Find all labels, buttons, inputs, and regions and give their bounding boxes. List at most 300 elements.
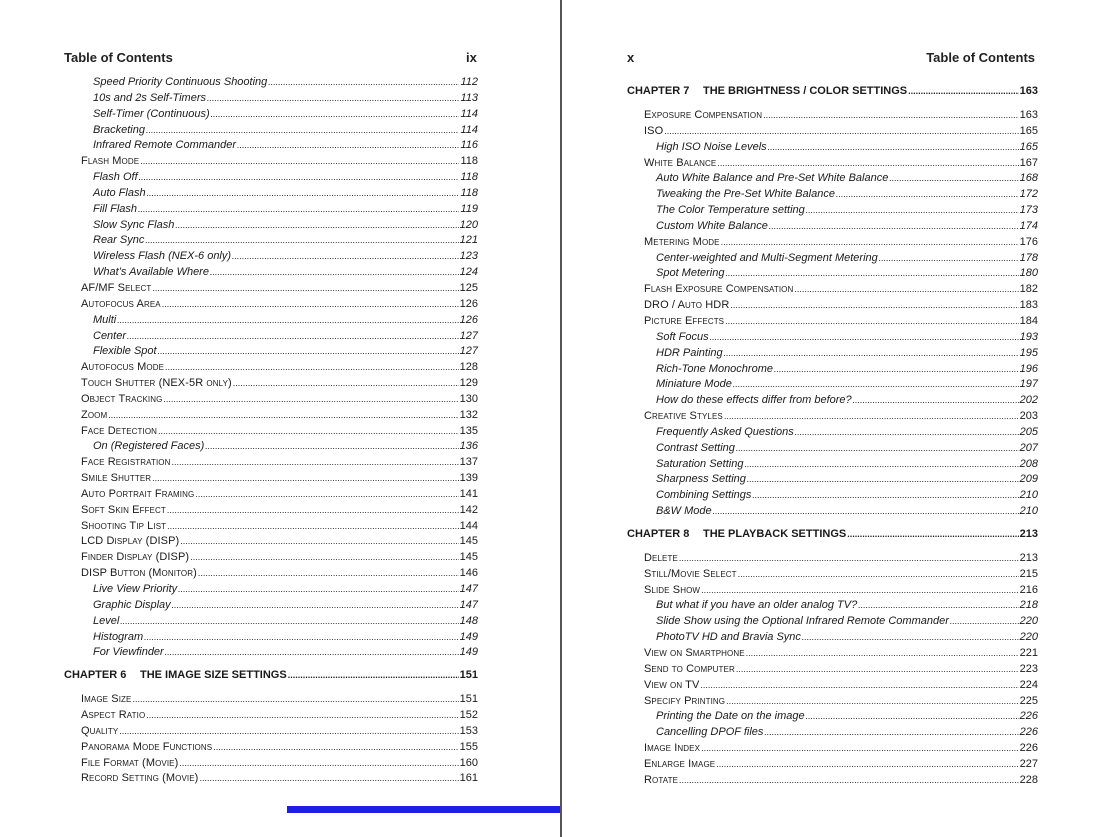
toc-page-number: 128	[459, 361, 478, 374]
toc-dot-leader	[794, 282, 1018, 298]
toc-entry-title: High ISO Noise Levels	[656, 140, 767, 153]
toc-dot-leader	[120, 614, 458, 630]
toc-entry-title: Contrast Setting	[656, 441, 735, 454]
toc-dot-leader	[175, 218, 458, 234]
toc-entry-title: File Format (Movie)	[81, 756, 179, 769]
toc-dot-leader	[847, 526, 1018, 543]
toc-dot-leader	[679, 773, 1019, 789]
toc-page-number: 165	[1019, 140, 1038, 153]
toc-page-number: 119	[460, 202, 478, 215]
right-toc-list	[627, 83, 1038, 789]
toc-entry-title: Face Detection	[81, 424, 158, 437]
toc-section-entry[interactable]	[64, 376, 478, 392]
toc-chapter-entry[interactable]	[64, 667, 478, 684]
toc-dot-leader	[700, 678, 1018, 694]
page-spine-divider	[560, 0, 562, 837]
toc-subsection-entry[interactable]	[627, 219, 1038, 235]
toc-page-number: 208	[1019, 457, 1038, 470]
toc-subsection-entry[interactable]	[627, 441, 1038, 457]
toc-dot-leader	[738, 567, 1019, 583]
toc-page-number: 112	[460, 76, 478, 88]
toc-subsection-entry[interactable]	[64, 233, 478, 249]
toc-dot-leader	[167, 519, 459, 535]
toc-page-number: 126	[459, 297, 478, 310]
toc-page-number: 172	[1019, 188, 1038, 201]
toc-page-number: 147	[459, 598, 478, 611]
toc-section-entry[interactable]	[627, 757, 1038, 773]
toc-chapter-name: THE PLAYBACK SETTINGS	[703, 527, 847, 540]
toc-page-number: 118	[460, 155, 478, 168]
toc-entry-title: Infrared Remote Commander	[93, 139, 237, 152]
toc-section-entry[interactable]	[64, 487, 478, 503]
toc-chapter-title	[627, 526, 846, 543]
toc-section-entry[interactable]	[64, 519, 478, 535]
toc-section-entry[interactable]	[627, 282, 1038, 298]
toc-dot-leader	[199, 771, 458, 787]
toc-dot-leader	[144, 630, 459, 646]
toc-page-number: 193	[1019, 330, 1038, 343]
toc-page-number: 163	[1019, 85, 1038, 97]
toc-dot-leader	[752, 488, 1018, 504]
toc-page-number: 173	[1019, 204, 1038, 217]
toc-page-number: 125	[459, 281, 478, 294]
toc-page-number: 195	[1019, 346, 1038, 359]
toc-entry-title: B&W Mode	[656, 505, 712, 518]
toc-entry-title: Flash Off	[93, 171, 138, 184]
toc-entry-title: Printing the Date on the image	[656, 710, 805, 723]
toc-section-entry[interactable]	[64, 455, 478, 471]
toc-section-entry[interactable]	[627, 583, 1038, 599]
toc-dot-leader	[165, 360, 459, 376]
toc-page-number: 180	[1019, 267, 1038, 280]
toc-subsection-entry[interactable]	[627, 187, 1038, 203]
toc-subsection-entry[interactable]	[627, 203, 1038, 219]
toc-subsection-entry[interactable]	[64, 645, 478, 661]
toc-dot-leader	[716, 757, 1018, 773]
toc-dot-leader	[288, 667, 459, 684]
toc-entry-title: Rotate	[644, 773, 679, 786]
toc-subsection-entry[interactable]	[627, 472, 1038, 488]
toc-section-entry[interactable]	[627, 741, 1038, 757]
toc-page-number: 209	[1019, 473, 1038, 486]
toc-page-number: 225	[1019, 694, 1038, 707]
toc-entry-title: Flash Mode	[81, 155, 140, 168]
toc-subsection-entry[interactable]	[64, 249, 478, 265]
toc-page-number: 141	[459, 487, 478, 500]
toc-page-number: 145	[459, 551, 478, 564]
toc-chapter-name: THE IMAGE SIZE SETTINGS	[140, 669, 287, 682]
toc-page-number: 168	[1019, 172, 1038, 185]
toc-dot-leader	[210, 265, 459, 281]
toc-dot-leader	[795, 425, 1019, 441]
toc-page-number: 118	[460, 186, 478, 199]
toc-subsection-entry[interactable]	[627, 504, 1038, 520]
toc-chapter-label: CHAPTER 6	[64, 669, 127, 682]
toc-subsection-entry[interactable]	[64, 91, 478, 107]
toc-entry-title: Creative Styles	[644, 410, 723, 423]
toc-page-number: 155	[459, 740, 478, 753]
toc-page-number: 127	[459, 329, 478, 342]
toc-dot-leader	[233, 376, 459, 392]
toc-page-number: 226	[1019, 742, 1038, 755]
toc-section-entry[interactable]	[627, 235, 1038, 251]
toc-entry-title: Exposure Compensation	[644, 109, 763, 121]
toc-entry-title: But what if you have an older analog TV?	[656, 599, 858, 612]
toc-section-entry[interactable]	[64, 408, 478, 424]
toc-page-number: 182	[1019, 283, 1038, 296]
toc-chapter-title	[627, 83, 907, 100]
toc-dot-leader	[237, 138, 459, 154]
toc-subsection-entry[interactable]	[64, 186, 478, 202]
toc-subsection-entry[interactable]	[64, 630, 478, 646]
toc-dot-leader	[836, 187, 1019, 203]
toc-page-number: 139	[459, 472, 478, 485]
toc-dot-leader	[701, 741, 1019, 757]
toc-dot-leader	[232, 249, 459, 265]
toc-dot-leader	[769, 219, 1019, 235]
toc-page-number: 174	[1019, 219, 1038, 232]
toc-page-number: 118	[460, 171, 478, 184]
toc-section-entry[interactable]	[627, 678, 1038, 694]
toc-dot-leader	[726, 694, 1019, 710]
toc-section-entry[interactable]	[64, 566, 478, 582]
toc-entry-title: View on Smartphone	[644, 647, 745, 659]
toc-dot-leader	[158, 424, 459, 440]
toc-page-number: 147	[459, 583, 478, 595]
toc-dot-leader	[736, 662, 1019, 678]
toc-dot-leader	[746, 646, 1019, 662]
toc-dot-leader	[853, 393, 1019, 409]
toc-subsection-entry[interactable]	[627, 393, 1038, 409]
toc-entry-title: Tweaking the Pre-Set White Balance	[656, 188, 835, 201]
toc-dot-leader	[721, 235, 1019, 251]
toc-dot-leader	[180, 534, 458, 550]
toc-section-entry[interactable]	[64, 534, 478, 550]
toc-dot-leader	[190, 550, 458, 566]
toc-entry-title: Rear Sync	[93, 234, 145, 247]
toc-entry-title: Autofocus Mode	[81, 361, 165, 374]
toc-entry-title: LCD Display (DISP)	[81, 535, 180, 548]
toc-subsection-entry[interactable]	[64, 598, 478, 614]
toc-dot-leader	[763, 108, 1019, 124]
toc-subsection-entry[interactable]	[64, 107, 478, 123]
toc-entry-title: Spot Metering	[656, 267, 725, 280]
toc-subsection-entry[interactable]	[627, 488, 1038, 504]
toc-entry-title: Flash Exposure Compensation	[644, 283, 794, 296]
toc-entry-title: Face Registration	[81, 456, 171, 469]
toc-section-entry[interactable]	[64, 297, 478, 313]
toc-subsection-entry[interactable]	[64, 582, 478, 598]
toc-dot-leader	[146, 708, 458, 724]
toc-page-number: 203	[1019, 410, 1038, 423]
toc-entry-title: Soft Skin Effect	[81, 503, 166, 516]
toc-subsection-entry[interactable]	[627, 140, 1038, 156]
toc-dot-leader	[806, 709, 1019, 725]
toc-section-entry[interactable]	[64, 550, 478, 566]
toc-dot-leader	[764, 725, 1018, 741]
toc-page-number: 221	[1019, 647, 1038, 659]
toc-dot-leader	[146, 123, 459, 139]
toc-entry-title: Bracketing	[93, 123, 145, 136]
toc-dot-leader	[268, 75, 459, 91]
toc-entry-title: Graphic Display	[93, 598, 171, 611]
toc-entry-title: View on TV	[644, 678, 700, 691]
toc-page-number: 124	[459, 266, 478, 279]
toc-dot-leader	[117, 313, 458, 329]
toc-entry-title: Live View Priority	[93, 583, 178, 595]
toc-dot-leader	[724, 346, 1019, 362]
toc-subsection-entry[interactable]	[64, 265, 478, 281]
toc-dot-leader	[178, 582, 458, 598]
toc-entry-title: Image Index	[644, 742, 701, 755]
toc-subsection-entry[interactable]	[64, 614, 478, 630]
toc-section-entry[interactable]	[64, 392, 478, 408]
toc-chapter-entry[interactable]	[627, 83, 1038, 100]
toc-page-number: 113	[460, 91, 478, 104]
toc-subsection-entry[interactable]	[64, 313, 478, 329]
toc-page-number: 148	[459, 614, 478, 627]
toc-subsection-entry[interactable]	[627, 614, 1038, 630]
toc-entry-title: Finder Display (DISP)	[81, 551, 190, 564]
toc-entry-title: Center	[93, 329, 127, 342]
toc-page-number: 213	[1019, 551, 1038, 564]
toc-entry-title: Histogram	[93, 630, 144, 643]
toc-entry-title: DISP Button (Monitor)	[81, 567, 197, 580]
right-page	[563, 0, 1120, 837]
toc-entry-title: AF/MF Select	[81, 281, 152, 294]
toc-page-number: 205	[1019, 425, 1038, 438]
toc-chapter-label: CHAPTER 7	[627, 85, 690, 97]
toc-dot-leader	[163, 392, 458, 408]
toc-page-number: 161	[459, 772, 478, 785]
toc-dot-leader	[713, 504, 1019, 520]
toc-dot-leader	[127, 329, 459, 345]
toc-entry-title: Combining Settings	[656, 489, 752, 502]
toc-subsection-entry[interactable]	[627, 709, 1038, 725]
toc-page-number: 183	[1019, 299, 1038, 312]
toc-entry-title: Wireless Flash (NEX-6 only)	[93, 250, 232, 263]
toc-page-number: 226	[1019, 726, 1038, 739]
toc-section-entry[interactable]	[64, 692, 478, 708]
toc-dot-leader	[733, 377, 1019, 393]
toc-subsection-entry[interactable]	[627, 630, 1038, 646]
toc-subsection-entry[interactable]	[627, 251, 1038, 267]
toc-section-entry[interactable]	[627, 646, 1038, 662]
toc-subsection-entry[interactable]	[627, 171, 1038, 187]
toc-entry-title: Flexible Spot	[93, 345, 157, 358]
toc-subsection-entry[interactable]	[627, 425, 1038, 441]
toc-dot-leader	[108, 408, 458, 424]
toc-page-number: 130	[459, 392, 478, 405]
toc-page-number: 160	[459, 756, 478, 769]
toc-entry-title: What’s Available Where	[93, 266, 209, 279]
toc-section-entry[interactable]	[627, 409, 1038, 425]
toc-page-number: 215	[1019, 567, 1038, 580]
toc-section-entry[interactable]	[64, 708, 478, 724]
toc-section-entry[interactable]	[627, 314, 1038, 330]
toc-page-number: 129	[459, 377, 478, 390]
toc-section-entry[interactable]	[627, 124, 1038, 140]
toc-section-entry[interactable]	[64, 281, 478, 297]
toc-page-number: 137	[459, 456, 478, 469]
toc-chapter-name: THE BRIGHTNESS / COLOR SETTINGS	[703, 85, 908, 97]
toc-entry-title: Specify Printing	[644, 694, 726, 707]
toc-page-number: 227	[1019, 757, 1038, 770]
toc-subsection-entry[interactable]	[627, 266, 1038, 282]
toc-dot-leader	[172, 598, 459, 614]
toc-entry-title: Quality	[81, 724, 119, 737]
toc-entry-title: How do these effects differ from before?	[656, 394, 852, 407]
toc-subsection-entry[interactable]	[64, 123, 478, 139]
toc-dot-leader	[147, 186, 460, 202]
toc-section-entry[interactable]	[64, 154, 478, 170]
toc-entry-title: Enlarge Image	[644, 757, 716, 770]
toc-section-entry[interactable]	[64, 471, 478, 487]
toc-entry-title: HDR Painting	[656, 346, 723, 359]
toc-section-entry[interactable]	[64, 360, 478, 376]
toc-page-number: 207	[1019, 441, 1038, 454]
toc-entry-title: Cancelling DPOF files	[656, 726, 764, 739]
toc-entry-title: Still/Movie Select	[644, 567, 737, 580]
toc-subsection-entry[interactable]	[64, 329, 478, 345]
toc-page-number: 176	[1019, 235, 1038, 248]
toc-entry-title: Sharpness Setting	[656, 473, 746, 486]
toc-entry-title: Slide Show	[644, 583, 701, 596]
toc-page-number: 216	[1019, 583, 1038, 596]
toc-page-number: 220	[1019, 615, 1038, 628]
toc-dot-leader	[950, 614, 1019, 630]
toc-subsection-entry[interactable]	[64, 218, 478, 234]
toc-entry-title: Touch Shutter (NEX-5R only)	[81, 377, 232, 390]
toc-page-number: 126	[459, 313, 478, 326]
toc-subsection-entry[interactable]	[64, 138, 478, 154]
toc-dot-leader	[889, 171, 1018, 187]
toc-page-number: 178	[1019, 251, 1038, 264]
toc-entry-title: Frequently Asked Questions	[656, 425, 794, 438]
toc-dot-leader	[162, 297, 459, 313]
toc-page-number: 123	[459, 250, 478, 263]
toc-entry-title: Send to Computer	[644, 662, 735, 675]
toc-page-number: 152	[459, 709, 478, 722]
toc-section-entry[interactable]	[627, 551, 1038, 567]
left-header-title: Table of Contents	[64, 50, 173, 65]
toc-dot-leader	[701, 583, 1019, 599]
toc-entry-title: Delete	[644, 551, 678, 564]
toc-section-entry[interactable]	[64, 724, 478, 740]
toc-section-entry[interactable]	[627, 694, 1038, 710]
toc-dot-leader	[730, 298, 1018, 314]
toc-entry-title: Saturation Setting	[656, 457, 744, 470]
toc-entry-title: DRO / Auto HDR	[644, 299, 730, 312]
toc-dot-leader	[717, 156, 1018, 172]
toc-page-number: 135	[459, 424, 478, 437]
toc-section-entry[interactable]	[64, 740, 478, 756]
toc-entry-title: Zoom	[81, 408, 108, 421]
toc-page-number: 132	[459, 408, 478, 421]
toc-section-entry[interactable]	[64, 756, 478, 772]
toc-section-entry[interactable]	[627, 108, 1038, 124]
toc-dot-leader	[138, 202, 459, 218]
toc-subsection-entry[interactable]	[627, 346, 1038, 362]
toc-section-entry[interactable]	[64, 771, 478, 787]
toc-subsection-entry[interactable]	[627, 362, 1038, 378]
toc-entry-title: Custom White Balance	[656, 219, 768, 232]
toc-dot-leader	[802, 630, 1019, 646]
toc-page-number: 196	[1019, 362, 1038, 375]
toc-subsection-entry[interactable]	[64, 344, 478, 360]
toc-entry-title: Picture Effects	[644, 314, 725, 327]
toc-dot-leader	[679, 551, 1019, 567]
toc-page-number: 149	[459, 646, 478, 659]
toc-entry-title: 10s and 2s Self-Timers	[93, 91, 207, 104]
toc-subsection-entry[interactable]	[64, 439, 478, 455]
toc-entry-title: Multi	[93, 313, 117, 326]
toc-subsection-entry[interactable]	[64, 75, 478, 91]
scroll-position-indicator[interactable]	[287, 806, 560, 813]
toc-dot-leader	[152, 471, 458, 487]
toc-entry-title: Slide Show using the Optional Infrared Remote Commander	[656, 615, 949, 628]
toc-subsection-entry[interactable]	[627, 377, 1038, 393]
toc-section-entry[interactable]	[627, 567, 1038, 583]
toc-dot-leader	[158, 344, 459, 360]
toc-dot-leader	[211, 107, 460, 123]
toc-entry-title: Aspect Ratio	[81, 709, 146, 722]
toc-dot-leader	[710, 330, 1019, 346]
toc-page-number: 165	[1019, 124, 1038, 137]
right-header-title: Table of Contents	[926, 50, 1035, 65]
toc-dot-leader	[744, 457, 1018, 473]
toc-chapter-entry[interactable]	[627, 526, 1038, 543]
toc-entry-title: Level	[93, 614, 120, 627]
toc-section-entry[interactable]	[627, 773, 1038, 789]
toc-entry-title: Self-Timer (Continuous)	[93, 107, 210, 120]
toc-dot-leader	[140, 154, 459, 170]
toc-entry-title: Soft Focus	[656, 330, 709, 343]
toc-dot-leader	[879, 251, 1019, 267]
toc-entry-title: Fill Flash	[93, 202, 138, 215]
toc-section-entry[interactable]	[627, 156, 1038, 172]
toc-dot-leader	[119, 724, 458, 740]
toc-section-entry[interactable]	[627, 662, 1038, 678]
toc-entry-title: Shooting Tip List	[81, 519, 167, 532]
toc-subsection-entry[interactable]	[627, 457, 1038, 473]
toc-subsection-entry[interactable]	[627, 725, 1038, 741]
toc-page-number: 226	[1019, 710, 1038, 723]
toc-subsection-entry[interactable]	[627, 598, 1038, 614]
toc-dot-leader	[747, 472, 1019, 488]
toc-page-number: 228	[1019, 773, 1038, 786]
toc-page-number: 120	[459, 218, 478, 231]
toc-dot-leader	[724, 409, 1019, 425]
toc-page-number: 149	[459, 630, 478, 643]
toc-page-number: 218	[1019, 599, 1038, 612]
toc-section-entry[interactable]	[64, 424, 478, 440]
toc-page-number: 197	[1019, 378, 1038, 391]
toc-section-entry[interactable]	[627, 298, 1038, 314]
toc-dot-leader	[736, 441, 1019, 457]
toc-page-number: 184	[1019, 314, 1038, 327]
toc-subsection-entry[interactable]	[627, 330, 1038, 346]
toc-subsection-entry[interactable]	[64, 170, 478, 186]
toc-subsection-entry[interactable]	[64, 202, 478, 218]
toc-dot-leader	[774, 362, 1019, 378]
toc-page-number: 136	[459, 440, 478, 453]
toc-dot-leader	[768, 140, 1019, 156]
toc-section-entry[interactable]	[64, 503, 478, 519]
toc-dot-leader	[198, 566, 459, 582]
toc-page-number: 202	[1019, 394, 1038, 407]
toc-entry-title: Rich-Tone Monochrome	[656, 362, 773, 375]
